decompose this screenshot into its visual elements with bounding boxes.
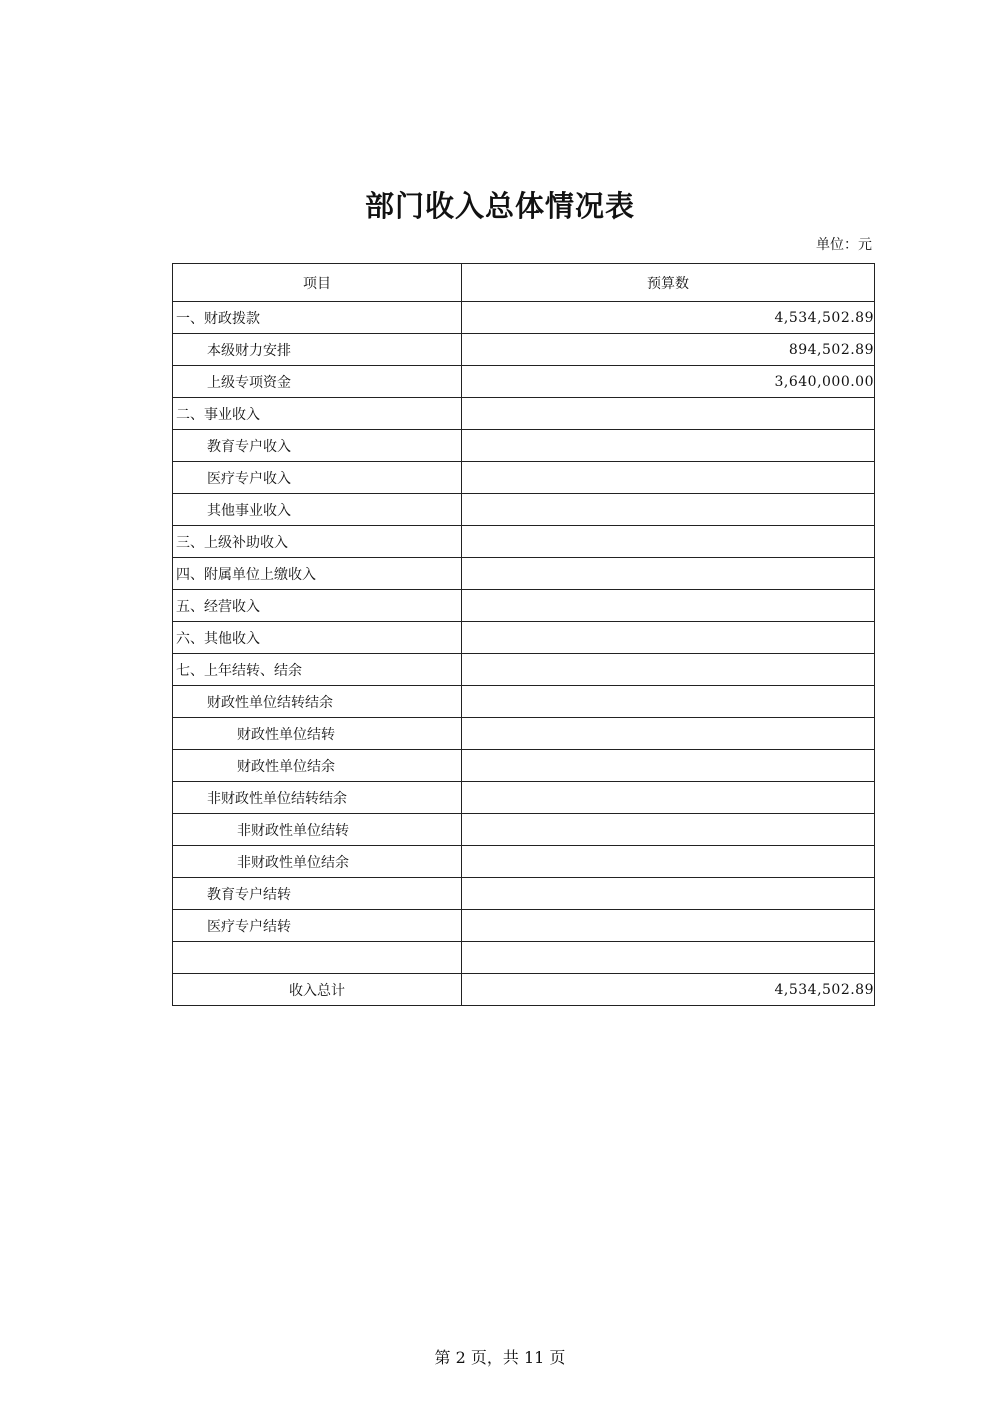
- table-header-row: [173, 264, 875, 302]
- row-budget-amount: 4,534,502.89: [462, 302, 875, 334]
- row-budget-amount: [462, 814, 875, 846]
- row-budget-amount: [462, 910, 875, 942]
- table-body: [173, 302, 875, 974]
- document-title: 部门收入总体情况表: [364, 189, 635, 223]
- row-item-label: 非财政性单位结余: [173, 846, 462, 878]
- row-item-label: 非财政性单位结转结余: [173, 782, 462, 814]
- row-budget-amount: [462, 430, 875, 462]
- income-summary-table: [172, 263, 875, 1006]
- page-number: 第 2 页，共 11 页: [434, 1348, 566, 1367]
- row-budget-amount: 894,502.89: [462, 334, 875, 366]
- table-row: [173, 686, 875, 718]
- row-item-label: 医疗专户收入: [173, 462, 462, 494]
- row-budget-amount: [462, 558, 875, 590]
- row-item-label: 医疗专户结转: [173, 910, 462, 942]
- row-budget-amount: [462, 526, 875, 558]
- row-item-label: 一、财政拨款: [173, 302, 462, 334]
- row-item-label: 六、其他收入: [173, 622, 462, 654]
- row-budget-amount: [462, 462, 875, 494]
- row-item-label: 财政性单位结转: [173, 718, 462, 750]
- table-row: [173, 590, 875, 622]
- row-item-label: 财政性单位结余: [173, 750, 462, 782]
- row-item-label: 本级财力安排: [173, 334, 462, 366]
- row-item-label: 三、上级补助收入: [173, 526, 462, 558]
- unit-label: 单位：元: [816, 237, 872, 253]
- row-item-label: [173, 942, 462, 974]
- row-budget-amount: [462, 750, 875, 782]
- table-row: [173, 654, 875, 686]
- table-row: [173, 942, 875, 974]
- table-row: [173, 910, 875, 942]
- row-item-label: 非财政性单位结转: [173, 814, 462, 846]
- row-item-label: 财政性单位结转结余: [173, 686, 462, 718]
- table-row: [173, 718, 875, 750]
- row-item-label: 教育专户收入: [173, 430, 462, 462]
- row-budget-amount: [462, 718, 875, 750]
- table-row: [173, 846, 875, 878]
- row-budget-amount: [462, 942, 875, 974]
- row-budget-amount: [462, 846, 875, 878]
- table-row: [173, 878, 875, 910]
- table-row: [173, 302, 875, 334]
- row-budget-amount: [462, 686, 875, 718]
- row-item-label: 其他事业收入: [173, 494, 462, 526]
- row-item-label: 二、事业收入: [173, 398, 462, 430]
- table-row: [173, 334, 875, 366]
- row-budget-amount: 3,640,000.00: [462, 366, 875, 398]
- row-budget-amount: [462, 622, 875, 654]
- table-row: [173, 526, 875, 558]
- row-item-label: 教育专户结转: [173, 878, 462, 910]
- table-row: [173, 750, 875, 782]
- row-budget-amount: [462, 654, 875, 686]
- table-row: [173, 366, 875, 398]
- header-item: 项目: [173, 264, 462, 302]
- table-row: [173, 398, 875, 430]
- row-item-label: 上级专项资金: [173, 366, 462, 398]
- table-row: [173, 494, 875, 526]
- table-row: [173, 782, 875, 814]
- row-item-label: 七、上年结转、结余: [173, 654, 462, 686]
- row-budget-amount: [462, 590, 875, 622]
- table-row: [173, 814, 875, 846]
- row-budget-amount: [462, 878, 875, 910]
- row-budget-amount: [462, 398, 875, 430]
- row-item-label: 五、经营收入: [173, 590, 462, 622]
- row-item-label: 四、附属单位上缴收入: [173, 558, 462, 590]
- table-row: [173, 622, 875, 654]
- total-amount: 4,534,502.89: [462, 974, 875, 1006]
- table-total-row: [173, 974, 875, 1006]
- row-budget-amount: [462, 494, 875, 526]
- header-amount: 预算数: [462, 264, 875, 302]
- row-budget-amount: [462, 782, 875, 814]
- table-row: [173, 462, 875, 494]
- table-row: [173, 558, 875, 590]
- table-row: [173, 430, 875, 462]
- total-label: 收入总计: [173, 974, 462, 1006]
